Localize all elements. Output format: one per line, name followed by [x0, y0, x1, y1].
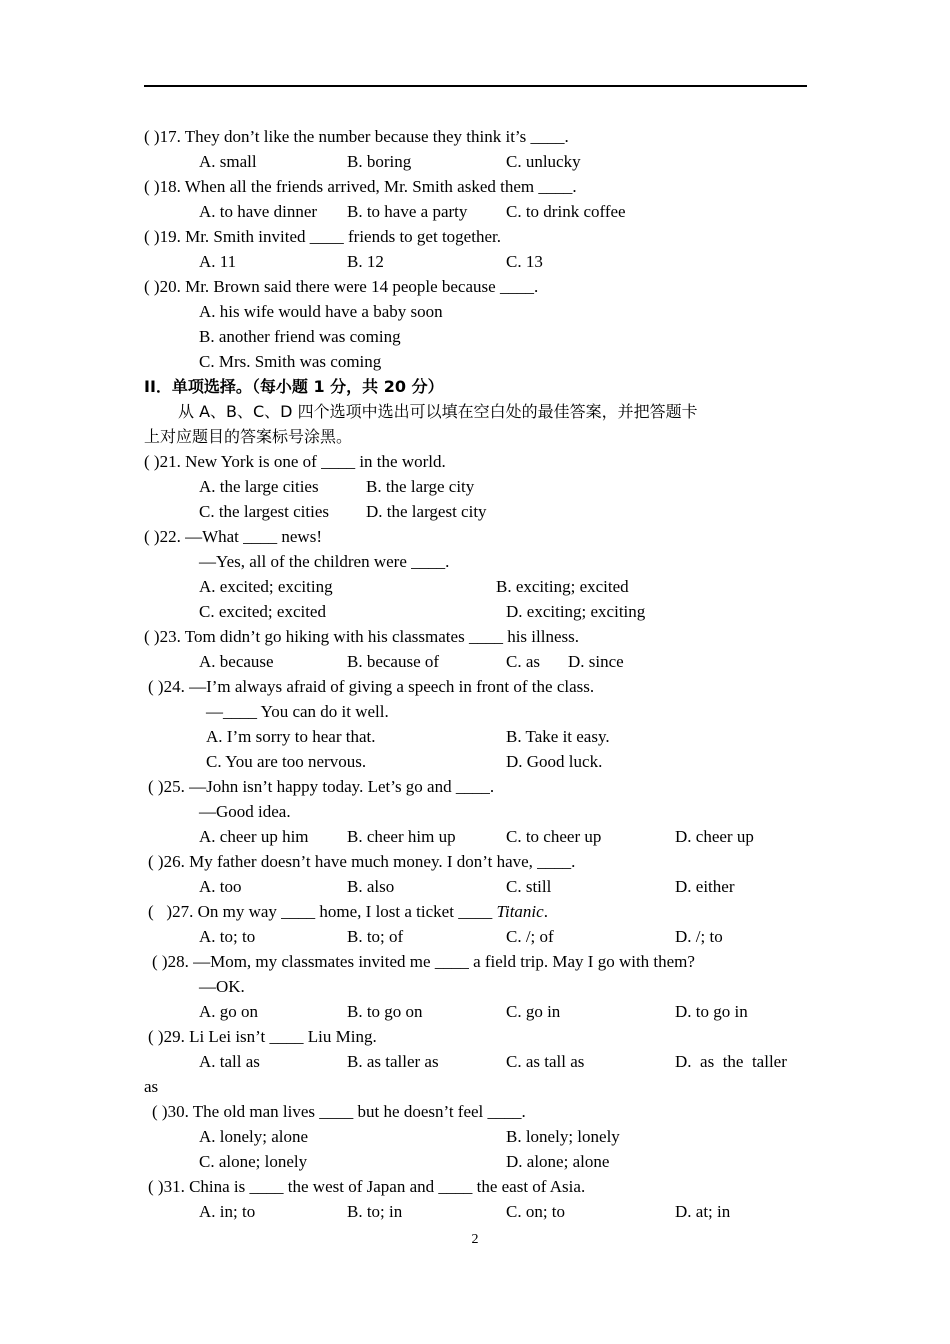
option-a: A. tall as: [199, 1052, 260, 1071]
option-c: C. You are too nervous.: [206, 752, 367, 771]
option-a: A. because: [199, 652, 274, 671]
question-29-option-d-wrap: as: [144, 1077, 159, 1096]
page-number: 2: [471, 1232, 479, 1247]
option-b: B. boring: [347, 152, 412, 171]
question-25-line2: —Good idea.: [199, 802, 291, 821]
movie-title: Titanic: [496, 902, 544, 921]
question-25-stem: ( )25. —John isn’t happy today. Let’s go and ____.: [148, 777, 495, 796]
option-a: A. to; to: [199, 927, 256, 946]
question-21-stem: ( )21. New York is one of ____ in the world.: [144, 452, 446, 471]
option-d: D. as the taller: [675, 1052, 787, 1071]
question-28-line2: —OK.: [199, 977, 245, 996]
option-d: D. to go in: [675, 1002, 748, 1021]
question-26-stem: ( )26. My father doesn’t have much money. I don’t have, ____.: [148, 852, 576, 871]
option-a: A. go on: [199, 1002, 259, 1021]
option-d: D. /; to: [675, 927, 723, 946]
option-b: B. exciting; excited: [496, 577, 629, 596]
option-b: B. also: [347, 877, 395, 896]
option-b: B. to; of: [347, 927, 404, 946]
option-d: D. exciting; exciting: [506, 602, 646, 621]
question-19-stem: ( )19. Mr. Smith invited ____ friends to get together.: [144, 227, 501, 246]
question-20-option-a: A. his wife would have a baby soon: [199, 302, 443, 321]
question-27-stem: [148, 899, 548, 924]
question-28-stem: ( )28. —Mom, my classmates invited me ____ a field trip. May I go with them?: [152, 952, 695, 971]
option-c: C. go in: [506, 1002, 561, 1021]
option-d: D. at; in: [675, 1202, 731, 1221]
question-20-stem: ( )20. Mr. Brown said there were 14 people because ____.: [144, 277, 539, 296]
option-b: B. lonely; lonely: [506, 1127, 620, 1146]
option-d: D. either: [675, 877, 735, 896]
option-b: B. because of: [347, 652, 440, 671]
option-b: B. the large city: [366, 477, 475, 496]
option-a: A. too: [199, 877, 242, 896]
option-a: A. 11: [199, 252, 237, 271]
option-b: B. 12: [347, 252, 384, 271]
question-27-stem-end: .: [543, 902, 548, 921]
question-22-stem: ( )22. —What ____ news!: [144, 527, 322, 546]
option-d: D. the largest city: [366, 502, 487, 521]
question-29-stem: ( )29. Li Lei isn’t ____ Liu Ming.: [148, 1027, 377, 1046]
option-d: D. cheer up: [675, 827, 754, 846]
option-b: B. to go on: [347, 1002, 423, 1021]
option-c: C. still: [506, 877, 552, 896]
option-c: C. to drink coffee: [506, 202, 626, 221]
option-c: C. /; of: [506, 927, 554, 946]
option-b: B. Take it easy.: [506, 727, 610, 746]
option-a: A. in; to: [199, 1202, 256, 1221]
option-a: A. cheer up him: [199, 827, 309, 846]
question-30-stem: ( )30. The old man lives ____ but he doesn’t feel ____.: [152, 1102, 526, 1121]
option-c: C. to cheer up: [506, 827, 602, 846]
option-c: C. alone; lonely: [199, 1152, 308, 1171]
option-c: C. on; to: [506, 1202, 566, 1221]
option-a: A. lonely; alone: [199, 1127, 309, 1146]
option-c: C. 13: [506, 252, 543, 271]
question-31-stem: ( )31. China is ____ the west of Japan and ____ the east of Asia.: [148, 1177, 586, 1196]
question-22-line2: —Yes, all of the children were ____.: [199, 552, 450, 571]
option-d: D. alone; alone: [506, 1152, 610, 1171]
option-b: B. to have a party: [347, 202, 468, 221]
question-20-option-b: B. another friend was coming: [199, 327, 401, 346]
option-c: C. as tall as: [506, 1052, 585, 1071]
option-b: B. to; in: [347, 1202, 403, 1221]
option-a: A. excited; exciting: [199, 577, 333, 596]
question-17-stem: ( )17. They don’t like the number because they think it’s ____.: [144, 127, 569, 146]
option-c: C. excited; excited: [199, 602, 326, 621]
question-20-option-c: C. Mrs. Smith was coming: [199, 352, 382, 371]
option-a: A. I’m sorry to hear that.: [206, 727, 376, 746]
option-a: A. to have dinner: [199, 202, 318, 221]
option-a: A. the large cities: [199, 477, 319, 496]
option-a: A. small: [199, 152, 257, 171]
option-c: C. the largest cities: [199, 502, 329, 521]
option-d: D. Good luck.: [506, 752, 603, 771]
header-rule: [144, 85, 807, 87]
option-d: D. since: [568, 652, 624, 671]
option-c: C. as: [506, 652, 540, 671]
question-23-stem: ( )23. Tom didn’t go hiking with his classmates ____ his illness.: [144, 627, 579, 646]
question-24-line2: —____ You can do it well.: [206, 702, 389, 721]
question-27-stem-text: ( )27. On my way ____ home, I lost a ticket ____: [148, 902, 497, 921]
question-18-stem: ( )18. When all the friends arrived, Mr. Smith asked them ____.: [144, 177, 577, 196]
option-b: B. cheer him up: [347, 827, 456, 846]
option-b: B. as taller as: [347, 1052, 439, 1071]
section-2-instruction-line1: 从 A、B、C、D 四个选项中选出可以填在空白处的最佳答案，并把答题卡: [178, 402, 698, 421]
option-c: C. unlucky: [506, 152, 581, 171]
section-2-heading: II．单项选择。（每小题 1 分，共 20 分）: [144, 377, 444, 396]
section-2-instruction-line2: 上对应题目的答案标号涂黑。: [144, 427, 353, 446]
question-24-stem: ( )24. —I’m always afraid of giving a speech in front of the class.: [148, 677, 595, 696]
